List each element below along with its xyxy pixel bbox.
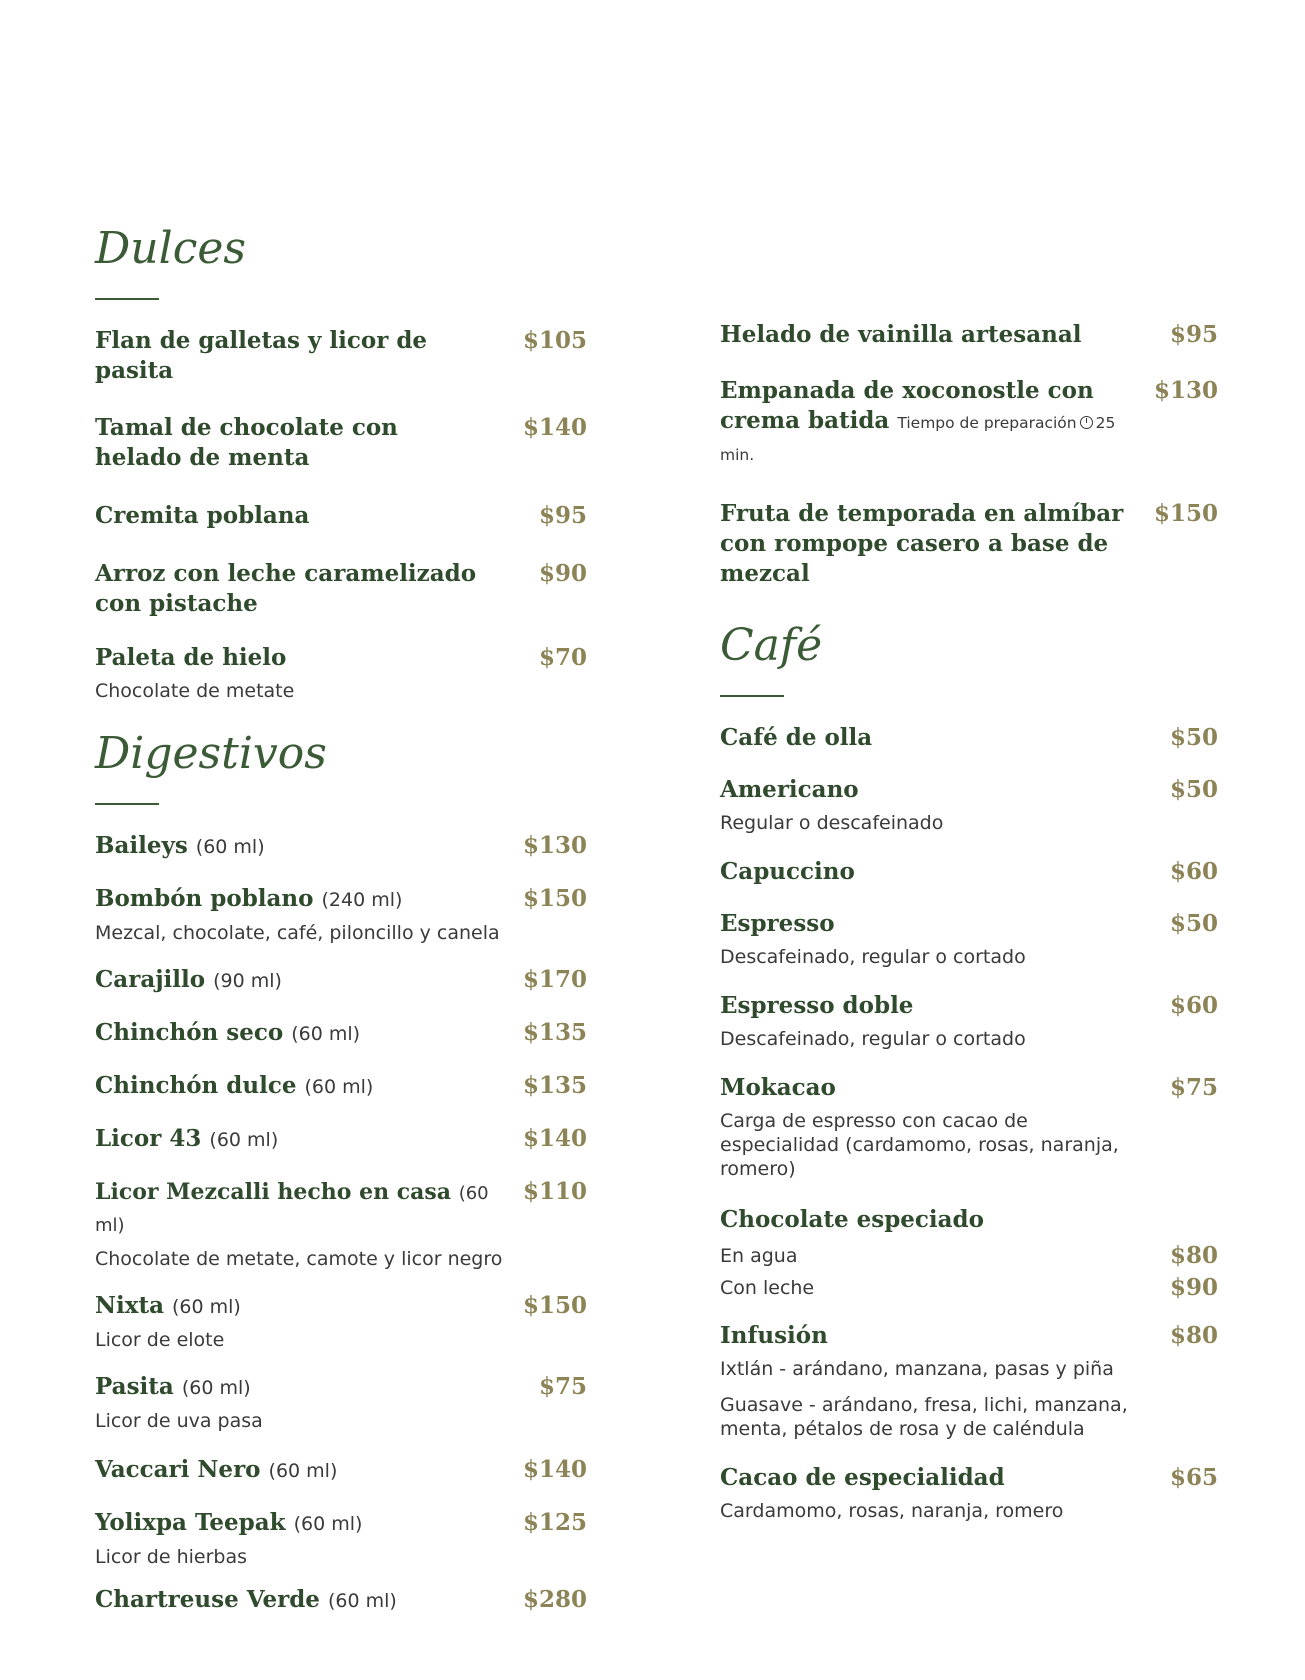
item-name: Chartreuse Verde (60 ml) <box>95 1586 397 1613</box>
item-name: Helado de vainilla artesanal <box>720 321 1082 348</box>
item-price: $140 <box>522 1125 587 1152</box>
item-name: Americano <box>720 776 859 803</box>
item-name: Cacao de especialidad <box>720 1464 1005 1491</box>
section-title-digestivos: Digestivos <box>95 728 327 779</box>
menu-item <box>95 1585 587 1616</box>
item-quantity: (60 ml) <box>268 1460 338 1482</box>
item-description: Carga de espresso con cacao de especialidad (cardamomo, rosas, naranja, romero) <box>720 1110 1119 1180</box>
menu-item <box>720 723 1218 753</box>
menu-item <box>95 1372 587 1403</box>
item-name: Cremita poblana <box>95 502 310 529</box>
item-description: Chocolate de metate, camote y licor negro <box>95 1248 503 1270</box>
menu-item <box>95 965 587 996</box>
menu-item <box>95 831 587 862</box>
item-quantity: (60 ml) <box>291 1023 361 1045</box>
item-description: Mezcal, chocolate, café, piloncillo y canela <box>95 922 500 944</box>
menu-item <box>720 1073 1218 1103</box>
menu-item <box>95 643 587 673</box>
item-name: Paleta de hielo <box>95 644 287 671</box>
item-description: Ixtlán - arándano, manzana, pasas y piña <box>720 1358 1114 1380</box>
item-description: Licor de elote <box>95 1329 225 1351</box>
section-divider <box>95 298 159 300</box>
item-price: $75 <box>538 1373 587 1400</box>
item-name: Bombón poblano (240 ml) <box>95 885 403 912</box>
section-title-cafe: Café <box>720 620 823 671</box>
item-name: Infusión <box>720 1322 828 1349</box>
item-price: $60 <box>1169 992 1218 1019</box>
item-description: Licor de uva pasa <box>95 1410 263 1432</box>
item-price: $130 <box>522 832 587 859</box>
item-price: $95 <box>1169 321 1218 348</box>
item-price: $105 <box>522 327 587 354</box>
item-price: $280 <box>522 1586 587 1613</box>
item-name: Flan de galletas y licor de pasita <box>95 327 428 384</box>
item-quantity: (60 ml) <box>195 836 265 858</box>
menu-item <box>95 1177 587 1241</box>
menu-item <box>95 1508 587 1539</box>
item-price: $135 <box>522 1019 587 1046</box>
menu-item <box>720 857 1218 887</box>
item-price: $90 <box>538 560 587 587</box>
menu-item <box>95 559 587 619</box>
item-price: $150 <box>522 1292 587 1319</box>
right-column <box>720 320 1218 1523</box>
option-price: $90 <box>1169 1274 1218 1301</box>
menu-item <box>720 320 1218 350</box>
menu-item <box>720 1463 1218 1493</box>
item-description: Descafeinado, regular o cortado <box>720 1028 1026 1050</box>
item-quantity: (60 ml) <box>209 1129 279 1151</box>
item-price: $135 <box>522 1072 587 1099</box>
item-name: Licor 43 (60 ml) <box>95 1125 279 1152</box>
item-name: Espresso doble <box>720 992 914 1019</box>
section-title-dulces: Dulces <box>95 223 246 274</box>
item-name: Fruta de temporada en almíbar con rompope casero a base de mezcal <box>720 500 1124 587</box>
item-price: $140 <box>522 1456 587 1483</box>
item-price: $50 <box>1169 724 1218 751</box>
item-price: $65 <box>1169 1464 1218 1491</box>
menu-item <box>720 909 1218 939</box>
item-price: $70 <box>538 644 587 671</box>
item-name: Capuccino <box>720 858 855 885</box>
item-price: $125 <box>522 1509 587 1536</box>
item-quantity: (60 ml) <box>172 1296 241 1318</box>
menu-item <box>95 1124 587 1155</box>
section-divider <box>720 695 784 697</box>
menu-item <box>720 1321 1218 1351</box>
item-quantity: (60 ml) <box>327 1590 397 1612</box>
item-name: Chocolate especiado <box>720 1206 984 1233</box>
item-name: Pasita (60 ml) <box>95 1373 251 1400</box>
item-price: $110 <box>522 1178 587 1205</box>
menu-item <box>95 1071 587 1102</box>
item-price: $150 <box>1153 500 1218 527</box>
item-price: $50 <box>1169 776 1218 803</box>
item-name: Espresso <box>720 910 835 937</box>
item-price: $150 <box>522 885 587 912</box>
item-quantity: (60 ml) <box>293 1513 363 1535</box>
item-price: $170 <box>522 966 587 993</box>
item-name: Arroz con leche caramelizado con pistache <box>95 560 477 617</box>
item-name: Yolixpa Teepak (60 ml) <box>95 1509 363 1536</box>
item-quantity: (240 ml) <box>321 889 403 911</box>
menu-item <box>720 499 1218 589</box>
option-row <box>720 1241 1218 1271</box>
item-description: Guasave - arándano, fresa, lichi, manzana, menta, pétalos de rosa y de caléndula <box>720 1394 1128 1440</box>
clock-icon <box>1080 416 1093 429</box>
item-price: $75 <box>1169 1074 1218 1101</box>
menu-item <box>720 775 1218 805</box>
option-price: $80 <box>1169 1242 1218 1269</box>
item-price: $50 <box>1169 910 1218 937</box>
item-name: Nixta (60 ml) <box>95 1292 241 1319</box>
menu-item <box>95 413 587 473</box>
item-name: Chinchón seco (60 ml) <box>95 1019 361 1046</box>
option-label: En agua <box>720 1245 798 1267</box>
item-name: Licor Mezcalli hecho en casa (60 ml) <box>95 1179 489 1236</box>
item-name: Baileys (60 ml) <box>95 832 265 859</box>
item-name: Mokacao <box>720 1074 836 1101</box>
item-description: Regular o descafeinado <box>720 812 944 834</box>
item-description: Licor de hierbas <box>95 1546 247 1568</box>
item-price: $140 <box>522 414 587 441</box>
item-name: Carajillo (90 ml) <box>95 966 282 993</box>
item-name: Tamal de chocolate con helado de menta <box>95 414 398 471</box>
item-quantity: (60 ml) <box>304 1076 374 1098</box>
menu-item <box>95 1018 587 1049</box>
menu-item <box>720 991 1218 1021</box>
item-description: Cardamomo, rosas, naranja, romero <box>720 1500 1064 1522</box>
menu-item <box>95 1455 587 1486</box>
item-description: Chocolate de metate <box>95 680 295 702</box>
option-label: Con leche <box>720 1277 815 1299</box>
item-price: $130 <box>1153 377 1218 404</box>
item-name: Chinchón dulce (60 ml) <box>95 1072 374 1099</box>
prep-time-note: Tiempo de preparación 25 min. <box>720 414 1116 464</box>
menu-item <box>95 1291 587 1322</box>
item-quantity: (90 ml) <box>213 970 282 992</box>
item-name: Café de olla <box>720 724 873 751</box>
item-price: $60 <box>1169 858 1218 885</box>
menu-item <box>720 1205 1218 1235</box>
left-column <box>95 220 587 1616</box>
item-description: Descafeinado, regular o cortado <box>720 946 1026 968</box>
item-price: $80 <box>1169 1322 1218 1349</box>
menu-item <box>95 884 587 915</box>
menu-item <box>95 501 587 531</box>
menu-item <box>720 376 1218 470</box>
item-name: Vaccari Nero (60 ml) <box>95 1456 338 1483</box>
item-name: Empanada de xoconostle con crema batida Tiempo de preparación 25 min. <box>720 377 1116 464</box>
item-quantity: (60 ml) <box>181 1377 251 1399</box>
item-quantity: (60 ml) <box>95 1183 489 1236</box>
item-price: $95 <box>538 502 587 529</box>
menu-item <box>95 326 587 386</box>
option-row <box>720 1273 1218 1303</box>
section-divider <box>95 803 159 805</box>
